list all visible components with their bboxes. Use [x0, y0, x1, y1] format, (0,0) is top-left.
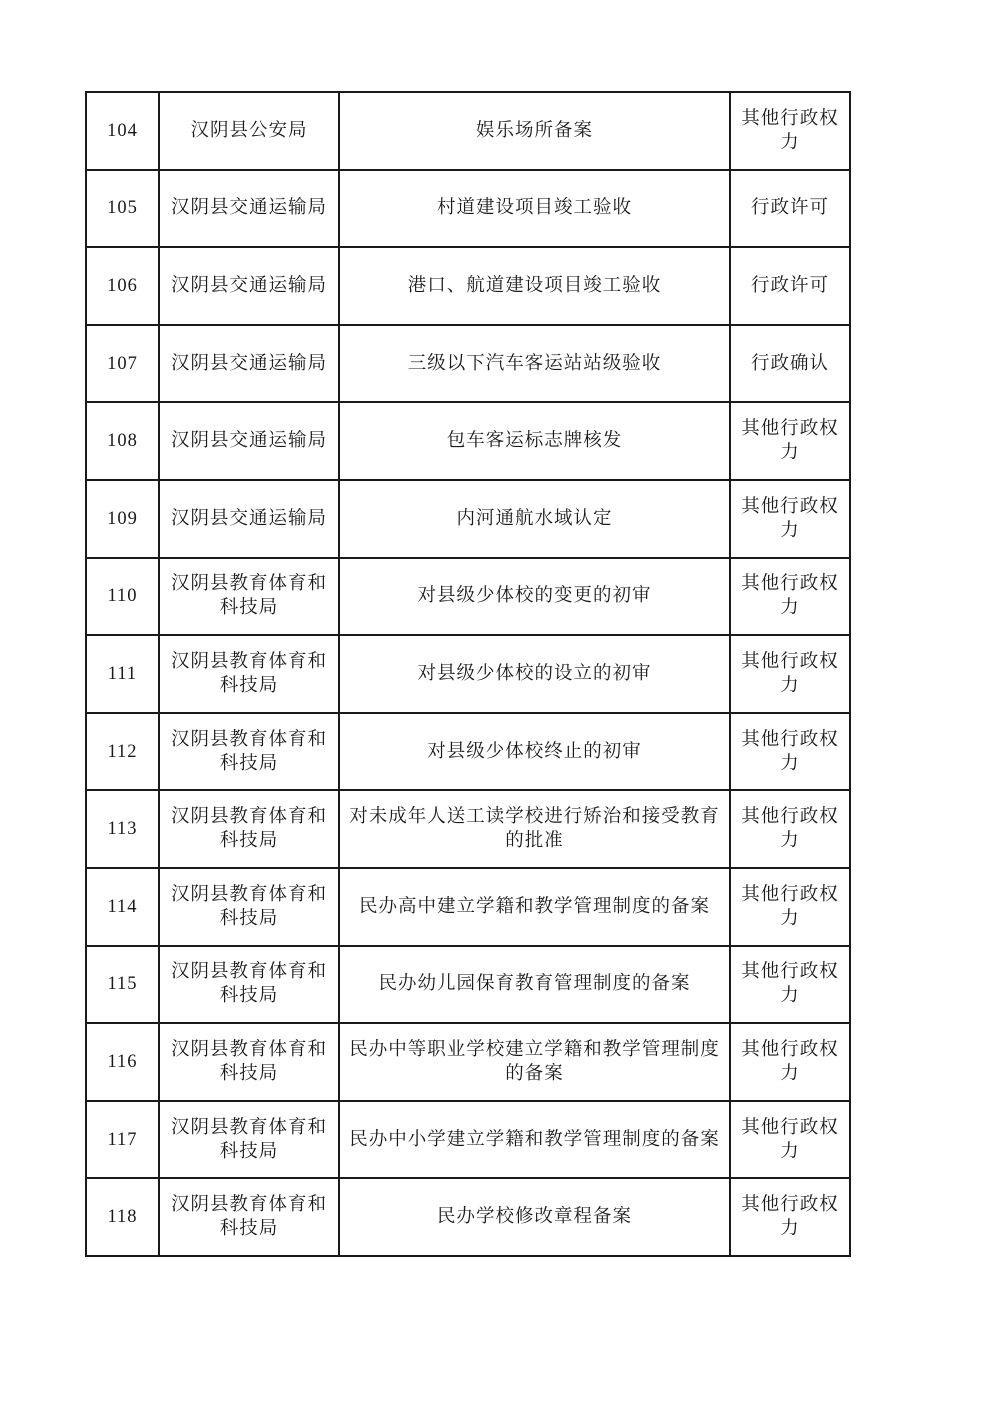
power-item-name: 民办学校修改章程备案	[339, 1178, 730, 1256]
department-name: 汉阴县教育体育和科技局	[159, 868, 339, 946]
table-row	[86, 946, 850, 1024]
power-type: 其他行政权力	[730, 558, 850, 636]
table-row	[86, 1178, 850, 1256]
row-number: 112	[86, 713, 159, 791]
power-item-name: 对县级少体校的变更的初审	[339, 558, 730, 636]
power-item-name: 三级以下汽车客运站站级验收	[339, 325, 730, 403]
table-row	[86, 868, 850, 946]
table-row	[86, 92, 850, 170]
table-row	[86, 402, 850, 480]
department-name: 汉阴县教育体育和科技局	[159, 1178, 339, 1256]
power-item-name: 对县级少体校终止的初审	[339, 713, 730, 791]
power-type: 行政确认	[730, 325, 850, 403]
power-item-name: 民办中小学建立学籍和教学管理制度的备案	[339, 1101, 730, 1179]
table-row	[86, 325, 850, 403]
power-type: 行政许可	[730, 170, 850, 248]
row-number: 107	[86, 325, 159, 403]
power-type: 其他行政权力	[730, 868, 850, 946]
row-number: 111	[86, 635, 159, 713]
department-name: 汉阴县公安局	[159, 92, 339, 170]
row-number: 110	[86, 558, 159, 636]
power-item-name: 村道建设项目竣工验收	[339, 170, 730, 248]
row-number: 104	[86, 92, 159, 170]
power-type: 其他行政权力	[730, 402, 850, 480]
row-number: 115	[86, 946, 159, 1024]
table-row	[86, 713, 850, 791]
power-type: 其他行政权力	[730, 1101, 850, 1179]
power-item-name: 民办高中建立学籍和教学管理制度的备案	[339, 868, 730, 946]
department-name: 汉阴县教育体育和科技局	[159, 713, 339, 791]
row-number: 113	[86, 790, 159, 868]
department-name: 汉阴县教育体育和科技局	[159, 790, 339, 868]
table-row	[86, 480, 850, 558]
row-number: 114	[86, 868, 159, 946]
row-number: 105	[86, 170, 159, 248]
department-name: 汉阴县交通运输局	[159, 480, 339, 558]
department-name: 汉阴县交通运输局	[159, 402, 339, 480]
power-item-name: 内河通航水域认定	[339, 480, 730, 558]
power-item-name: 对县级少体校的设立的初审	[339, 635, 730, 713]
department-name: 汉阴县交通运输局	[159, 325, 339, 403]
power-type: 其他行政权力	[730, 713, 850, 791]
row-number: 118	[86, 1178, 159, 1256]
department-name: 汉阴县教育体育和科技局	[159, 1023, 339, 1101]
table-row	[86, 558, 850, 636]
power-item-name: 包车客运标志牌核发	[339, 402, 730, 480]
table-row	[86, 635, 850, 713]
power-item-name: 娱乐场所备案	[339, 92, 730, 170]
power-item-name: 港口、航道建设项目竣工验收	[339, 247, 730, 325]
power-type: 其他行政权力	[730, 1023, 850, 1101]
department-name: 汉阴县交通运输局	[159, 170, 339, 248]
power-item-name: 对未成年人送工读学校进行矫治和接受教育的批准	[339, 790, 730, 868]
row-number: 109	[86, 480, 159, 558]
department-name: 汉阴县交通运输局	[159, 247, 339, 325]
row-number: 116	[86, 1023, 159, 1101]
table-row	[86, 1101, 850, 1179]
row-number: 108	[86, 402, 159, 480]
row-number: 117	[86, 1101, 159, 1179]
power-type: 其他行政权力	[730, 946, 850, 1024]
table-row	[86, 247, 850, 325]
department-name: 汉阴县教育体育和科技局	[159, 1101, 339, 1179]
table-row	[86, 170, 850, 248]
row-number: 106	[86, 247, 159, 325]
administrative-power-table	[85, 91, 851, 1257]
power-item-name: 民办中等职业学校建立学籍和教学管理制度的备案	[339, 1023, 730, 1101]
department-name: 汉阴县教育体育和科技局	[159, 946, 339, 1024]
power-type: 其他行政权力	[730, 790, 850, 868]
department-name: 汉阴县教育体育和科技局	[159, 558, 339, 636]
power-item-name: 民办幼儿园保育教育管理制度的备案	[339, 946, 730, 1024]
power-type: 其他行政权力	[730, 92, 850, 170]
table-row	[86, 1023, 850, 1101]
power-type: 其他行政权力	[730, 480, 850, 558]
department-name: 汉阴县教育体育和科技局	[159, 635, 339, 713]
power-type: 其他行政权力	[730, 1178, 850, 1256]
power-type: 行政许可	[730, 247, 850, 325]
table-row	[86, 790, 850, 868]
power-type: 其他行政权力	[730, 635, 850, 713]
